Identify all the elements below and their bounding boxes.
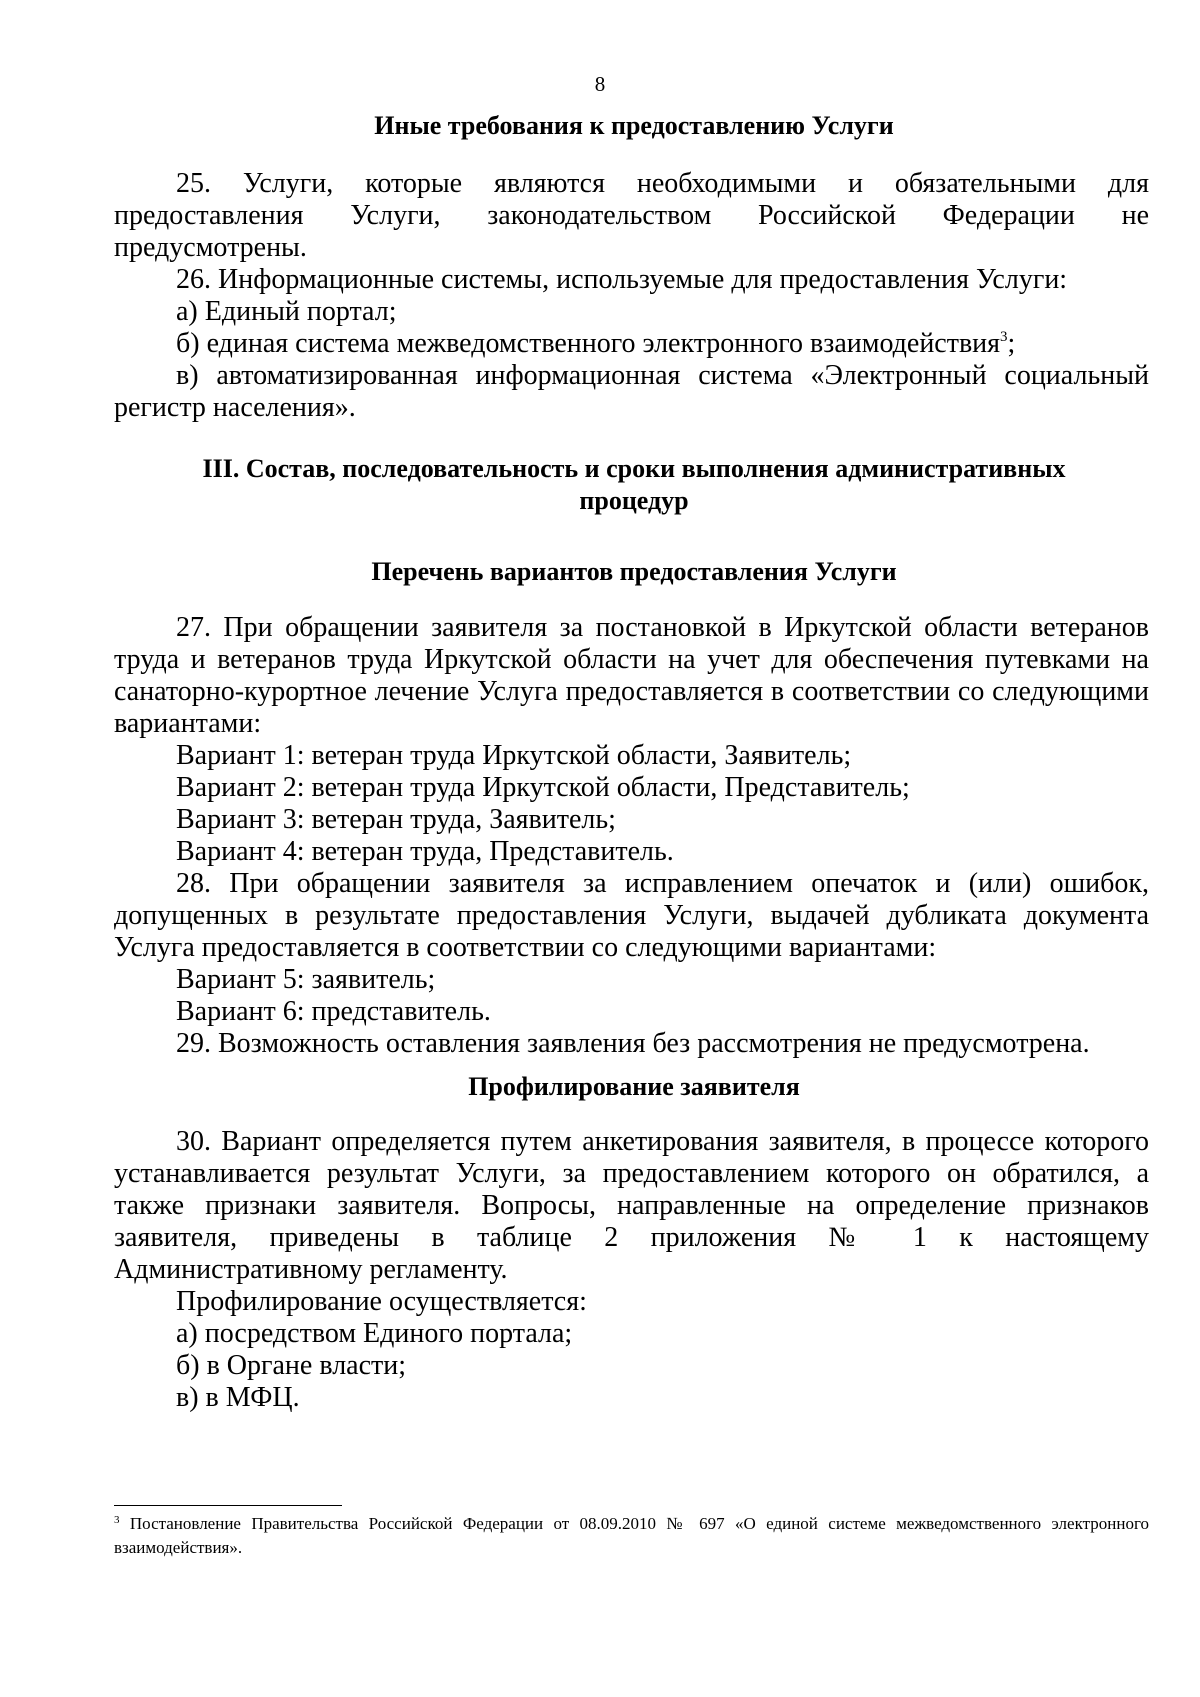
footnote-reference: 3	[1000, 329, 1008, 345]
paragraph-26: 26. Информационные системы, используемые для предоставления Услуги:	[176, 264, 1068, 295]
variant-2: Вариант 2: ветеран труда Иркутской области, Представитель;	[176, 772, 910, 803]
profiling-item-a: а) посредством Единого портала;	[176, 1318, 573, 1349]
paragraph-25: 25. Услуги, которые являются необходимыми и обязательными для предоставления Услуги, законодательством Российской Федерации не предусмотрены.	[114, 168, 1149, 263]
section-body-profiling	[114, 1126, 1149, 1414]
list-item-26b	[114, 328, 1149, 360]
footnote-text: Постановление Правительства Российской Федерации от 08.09.2010 № 697 «О единой системе межведомственного электронного взаимодействия».	[114, 1514, 1149, 1557]
paragraph-29: 29. Возможность оставления заявления без рассмотрения не предусмотрена.	[176, 1028, 1090, 1059]
section-heading-profiling: Профилирование заявителя	[468, 1072, 800, 1101]
footnote	[114, 1512, 1149, 1560]
variant-3: Вариант 3: ветеран труда, Заявитель;	[176, 804, 616, 835]
paragraph-28: 28. При обращении заявителя за исправлением опечаток и (или) ошибок, допущенных в результате предоставления Услуги, выдачей дубликата документа Услуга предоставляется в соответствии со следующими вариантами:	[114, 868, 1149, 963]
section-body-variants	[114, 612, 1149, 1060]
paragraph-27: 27. При обращении заявителя за постановкой в Иркутской области ветеранов труда и ветеранов труда Иркутской области на учет для обеспечения путевками на санаторно-курортное лечение Услуга предоставляется в соответствии со следующими вариантами:	[114, 612, 1149, 739]
footnote-separator	[114, 1505, 342, 1506]
variant-5: Вариант 5: заявитель;	[176, 964, 436, 995]
section-heading-administrative-procedures	[114, 453, 1154, 517]
list-item-26b-end: ;	[1007, 328, 1016, 359]
section-heading-line-1: III. Состав, последовательность и сроки выполнения административных	[202, 454, 1066, 483]
section-body-other-requirements	[114, 168, 1149, 424]
paragraph-30: 30. Вариант определяется путем анкетирования заявителя, в процессе которого устанавливается результат Услуги, за предоставлением которого он обратился, а также признаки заявителя. Вопросы, направленные на определение признаков заявителя, приведены в таблице 2 приложения № 1 к настоящему Административному регламенту.	[114, 1126, 1149, 1285]
footnote-number: 3	[114, 1514, 120, 1526]
profiling-intro: Профилирование осуществляется:	[176, 1286, 587, 1317]
page-number: 8	[594, 72, 606, 96]
list-item-26c: в) автоматизированная информационная система «Электронный социальный регистр населения».	[114, 360, 1149, 423]
section-heading-other-requirements: Иные требования к предоставлению Услуги	[374, 111, 894, 140]
list-item-26b-text: б) единая система межведомственного электронного взаимодействия	[176, 328, 1001, 359]
profiling-item-c: в) в МФЦ.	[176, 1382, 300, 1413]
variant-4: Вариант 4: ветеран труда, Представитель.	[176, 836, 674, 867]
profiling-item-b: б) в Органе власти;	[176, 1350, 407, 1381]
variant-1: Вариант 1: ветеран труда Иркутской области, Заявитель;	[176, 740, 852, 771]
section-heading-line-2: процедур	[579, 486, 689, 515]
section-heading-variants: Перечень вариантов предоставления Услуги	[371, 557, 897, 586]
variant-6: Вариант 6: представитель.	[176, 996, 491, 1027]
list-item-26a: а) Единый портал;	[176, 296, 397, 327]
